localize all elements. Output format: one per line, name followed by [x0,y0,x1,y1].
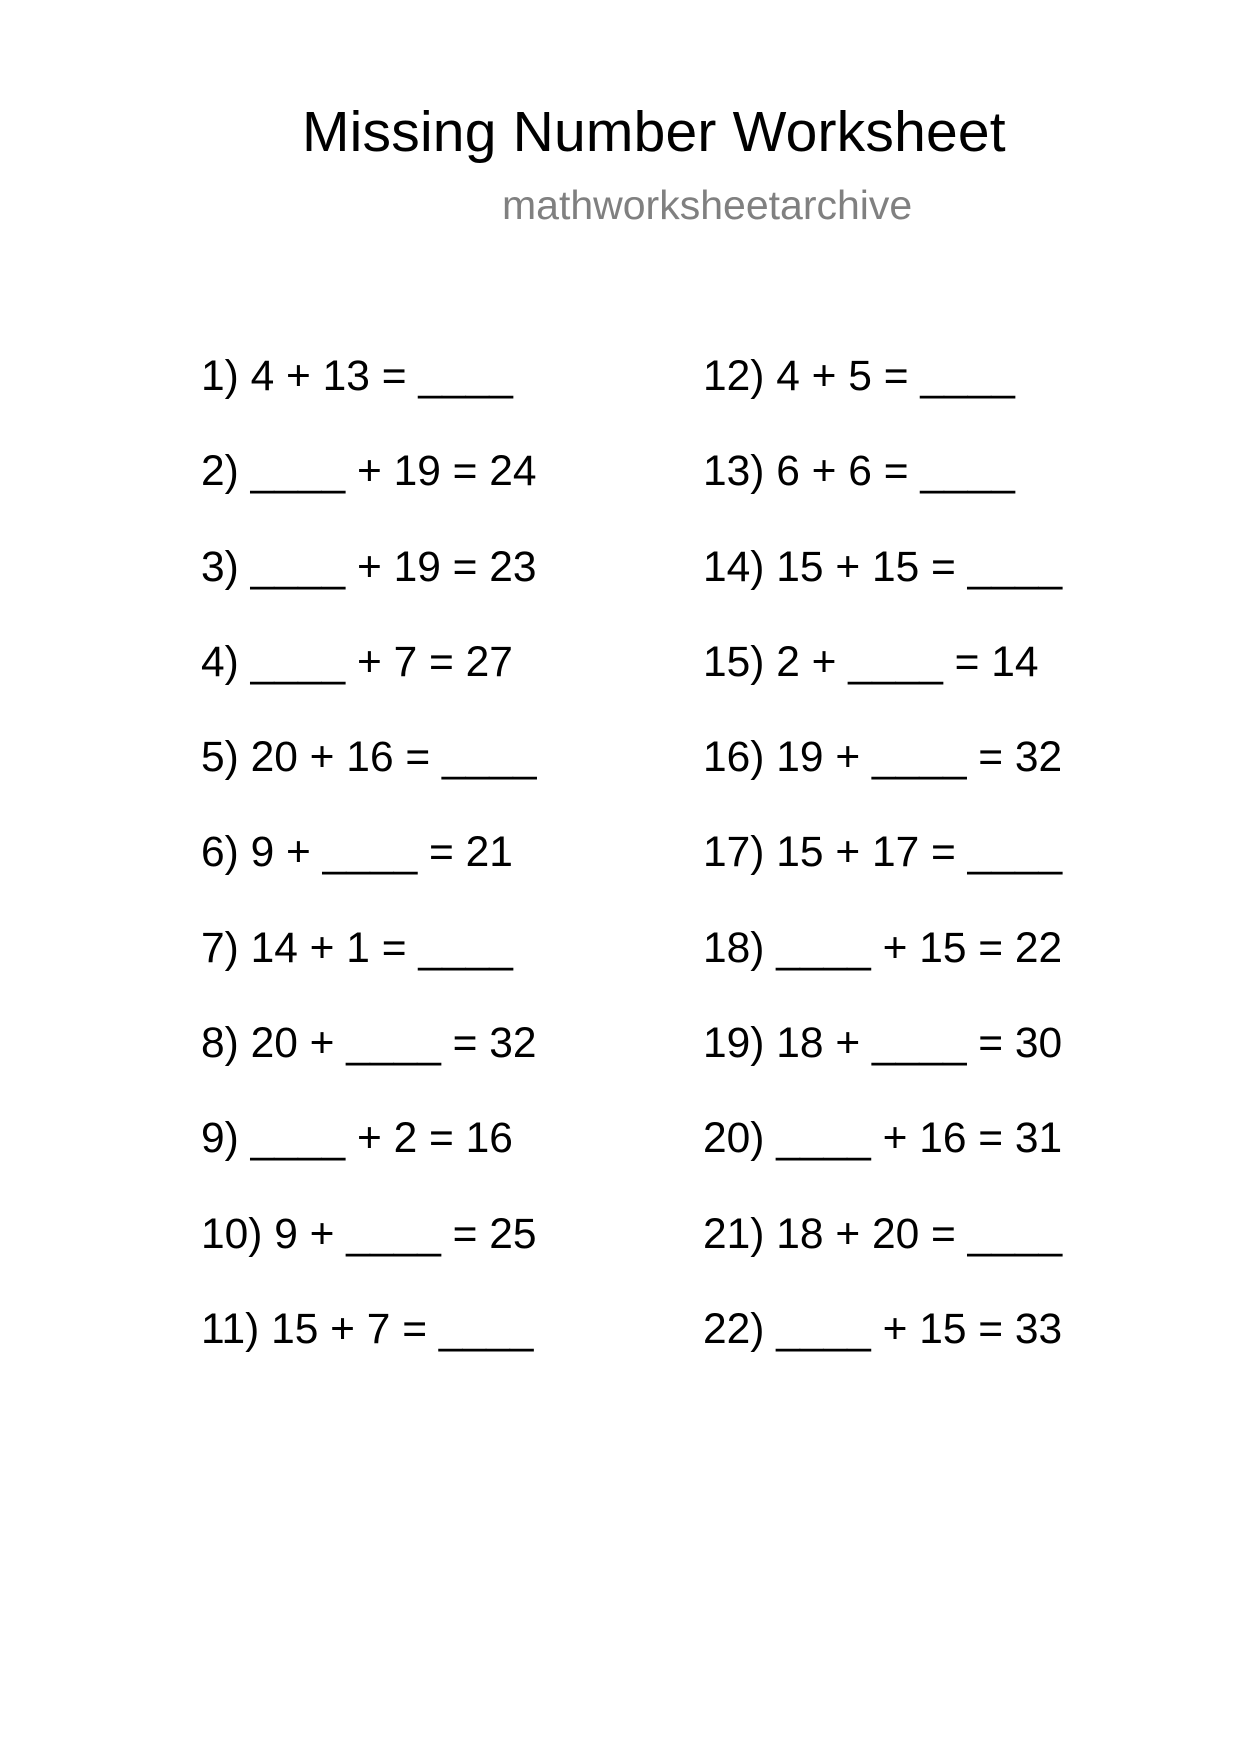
problem-6: 6) 9 + ____ = 21 [201,829,513,877]
problem-20: 20) ____ + 16 = 31 [703,1115,1063,1163]
problem-15: 15) 2 + ____ = 14 [703,638,1039,686]
problem-21: 21) 18 + 20 = ____ [703,1210,1063,1258]
problem-8: 8) 20 + ____ = 32 [201,1020,537,1068]
problem-3: 3) ____ + 19 = 23 [201,543,537,591]
problem-11: 11) 15 + 7 = ____ [201,1305,534,1353]
worksheet-title: Missing Number Worksheet [302,100,1006,164]
problem-9: 9) ____ + 2 = 16 [201,1115,513,1163]
problem-10: 10) 9 + ____ = 25 [201,1210,537,1258]
problem-column-left [201,352,537,1400]
problem-19: 19) 18 + ____ = 30 [703,1020,1063,1068]
problem-17: 17) 15 + 17 = ____ [703,829,1063,877]
problem-12: 12) 4 + 5 = ____ [703,353,1015,400]
problem-7: 7) 14 + 1 = ____ [201,924,513,972]
problem-1: 1) 4 + 13 = ____ [201,353,513,400]
problem-column-right [703,352,1062,1400]
problem-5: 5) 20 + 16 = ____ [201,734,537,782]
problem-2: 2) ____ + 19 = 24 [201,448,537,496]
problem-4: 4) ____ + 7 = 27 [201,638,513,686]
problem-18: 18) ____ + 15 = 22 [703,924,1063,972]
worksheet-source: mathworksheetarchive [502,182,913,228]
problem-13: 13) 6 + 6 = ____ [703,448,1015,496]
problem-22: 22) ____ + 15 = 33 [703,1305,1063,1353]
problem-16: 16) 19 + ____ = 32 [703,734,1063,782]
problem-14: 14) 15 + 15 = ____ [703,543,1063,591]
